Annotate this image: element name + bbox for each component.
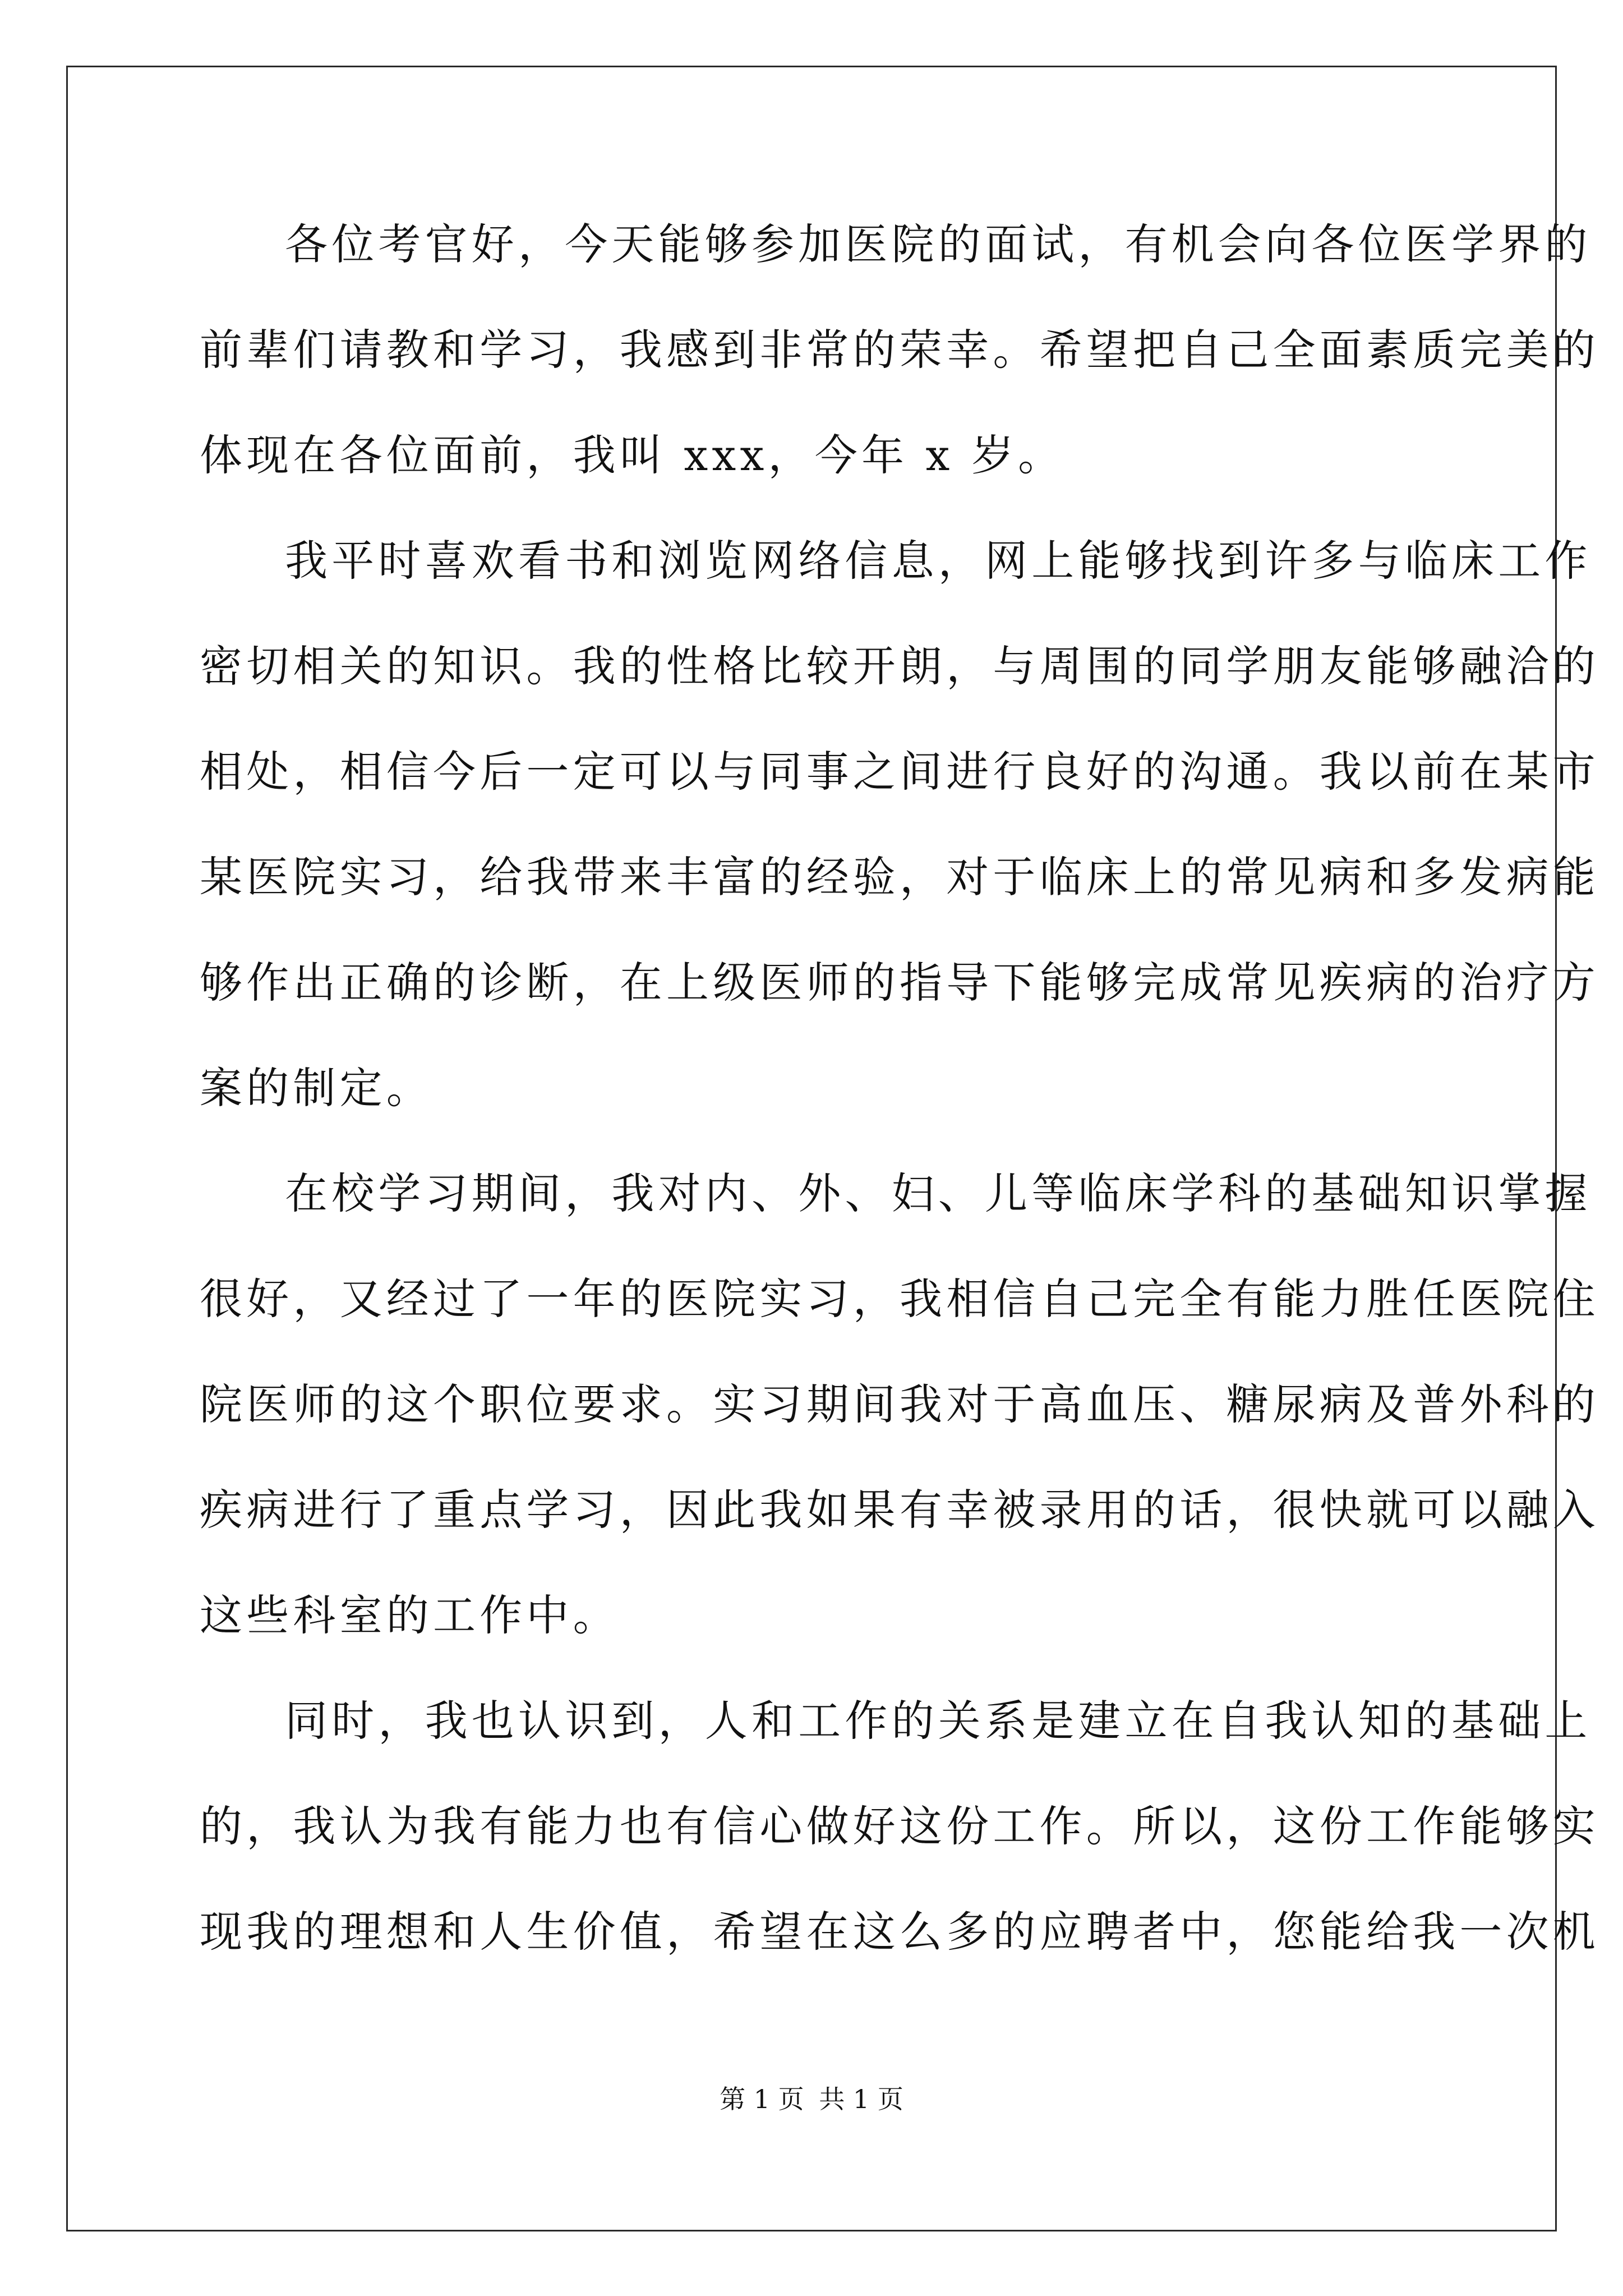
page-number-current: 第 1 页 [720,2084,804,2114]
paragraph-2-line-6: 案的制定。 [200,1063,433,1113]
paragraph-2-line-3: 相处，相信今后一定可以与同事之间进行良好的沟通。我以前在某市 [200,747,1599,797]
paragraph-2-line-2: 密切相关的知识。我的性格比较开朗，与周围的同学朋友能够融洽的 [200,641,1599,691]
paragraph-3-line-4: 疾病进行了重点学习，因此我如果有幸被录用的话，很快就可以融入 [200,1485,1599,1535]
paragraph-3-line-3: 院医师的这个职位要求。实习期间我对于高血压、糖尿病及普外科的 [200,1379,1599,1429]
paragraph-4-line-1: 同时，我也认识到，人和工作的关系是建立在自我认知的基础上 [285,1696,1592,1746]
paragraph-4-line-2: 的，我认为我有能力也有信心做好这份工作。所以，这份工作能够实 [200,1801,1599,1851]
paragraph-1-line-1: 各位考官好，今天能够参加医院的面试，有机会向各位医学界的 [285,219,1592,269]
page-number-total: 共 1 页 [819,2084,903,2114]
page-footer [0,2082,1623,2116]
paragraph-3-line-2: 很好，又经过了一年的医院实习，我相信自己完全有能力胜任医院住 [200,1274,1599,1324]
paragraph-4-line-3: 现我的理想和人生价值，希望在这么多的应聘者中，您能给我一次机 [200,1907,1599,1957]
paragraph-3-line-1: 在校学习期间，我对内、外、妇、儿等临床学科的基础知识掌握 [285,1168,1592,1218]
paragraph-1-line-3: 体现在各位面前，我叫 xxx，今年 x 岁。 [200,430,1065,480]
paragraph-2-line-5: 够作出正确的诊断，在上级医师的指导下能够完成常见疾病的治疗方 [200,958,1599,1007]
paragraph-1-line-2: 前辈们请教和学习，我感到非常的荣幸。希望把自己全面素质完美的 [200,325,1599,375]
paragraph-2-line-4: 某医院实习，给我带来丰富的经验，对于临床上的常见病和多发病能 [200,852,1599,902]
paragraph-2-line-1: 我平时喜欢看书和浏览网络信息，网上能够找到许多与临床工作 [285,536,1592,586]
paragraph-3-line-5: 这些科室的工作中。 [200,1590,620,1640]
